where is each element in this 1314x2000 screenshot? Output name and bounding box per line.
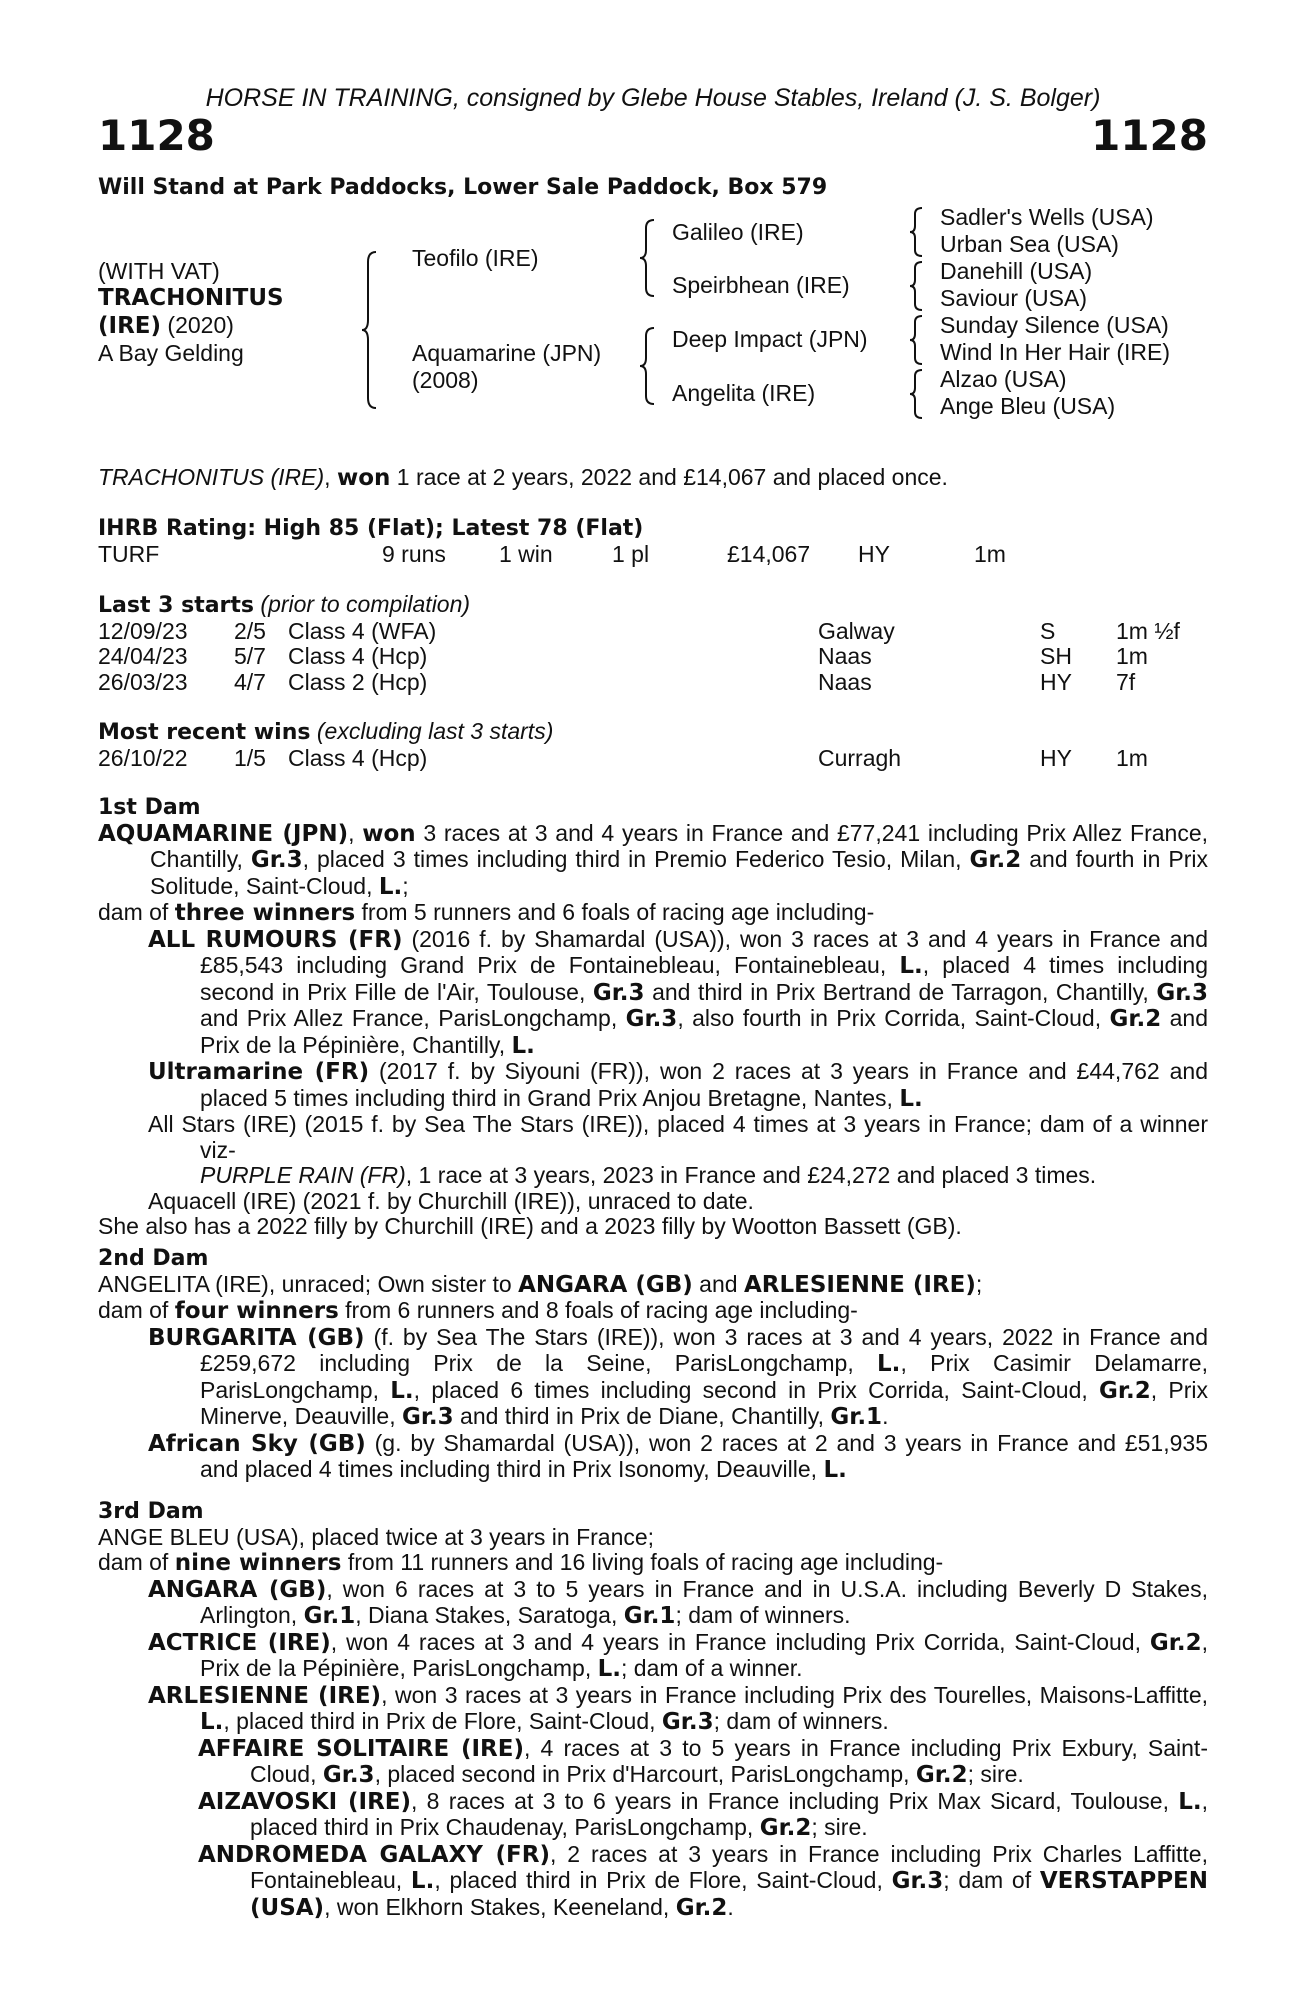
first-dam-heading: 1st Dam [98,795,201,820]
horse-country: (IRE) [98,313,162,339]
pedigree-sire: Teofilo (IRE) [412,245,539,271]
last-start-race: Class 4 (WFA) [288,617,437,644]
pedigree-gg1: Sadler's Wells (USA) [940,204,1154,230]
first-dam-foals-note: She also has a 2022 filly by Churchill (IRE) and a 2023 filly by Wootton Bassett (GB). [98,1213,962,1239]
horse-year: (2020) [161,312,234,338]
pedigree-gg6: Wind In Her Hair (IRE) [940,339,1171,365]
rating-going: HY [858,540,890,567]
third-dam-grandprogeny-2: AIZAVOSKI (IRE), 8 races at 3 to 6 years in France including Prix Max Sicard, Toulouse, L., placed third in Prix Chaudenay, ParisLongchamp, Gr.2; sire. [198,1787,1208,1841]
summary-horse-name: TRACHONITUS (IRE) [98,464,325,490]
second-dam-record: ANGELITA (IRE), unraced; Own sister to ANGARA (GB) and ARLESIENNE (IRE); [98,1270,983,1298]
last-start-race: Class 4 (Hcp) [288,643,428,669]
recent-win-pos: 1/5 [234,744,266,771]
last-starts-note: (prior to compilation) [254,591,471,617]
pedigree-brace-g4 [908,368,926,420]
vat-note: (WITH VAT) [98,258,220,284]
last-start-pos: 5/7 [234,643,266,669]
pedigree-brace-dam [638,326,658,406]
third-dam-progeny-2: ACTRICE (IRE), won 4 races at 3 and 4 years in France including Prix Corrida, Saint-Cloud, Gr.2, Prix de la Pépinière, ParisLongchamp, L.; dam of a winner. [148,1628,1208,1682]
last-start-date: 12/09/23 [98,617,188,644]
second-dam-progeny-1: BURGARITA (GB) (f. by Sea The Stars (IRE)), won 3 races at 3 and 4 years, 2022 in France and £259,672 including Prix de la Seine, ParisLongchamp, L., Prix Casimir Delamarre, ParisLongchamp, L., placed 6 times including second in Prix Corrida, Saint-Cloud, Gr.2, Prix Minerve, Deauville, Gr.3 and third in Prix de Diane, Chantilly, Gr.1. [148,1323,1208,1430]
recent-wins-note: (excluding last 3 starts) [310,718,554,744]
race-summary: TRACHONITUS (IRE), won 1 race at 2 years, 2022 and £14,067 and placed once. [98,464,948,491]
last-starts-heading: Last 3 starts [98,593,255,618]
second-dam-heading: 2nd Dam [98,1246,209,1271]
last-start-pos: 2/5 [234,617,266,644]
rating-earnings: £14,067 [727,540,811,567]
recent-wins-section [98,719,1208,771]
last-start-row [98,644,1208,670]
second-dam-produce-intro: dam of four winners from 6 runners and 8 foals of racing age including- [98,1297,858,1324]
lot-number-left: 1128 [98,111,215,160]
pedigree-brace-g2 [908,260,926,312]
summary-won: won [336,465,391,491]
pedigree-brace-sire [638,218,658,298]
last-start-row [98,619,1208,645]
recent-win-row [98,746,1208,772]
recent-win-race: Class 4 (Hcp) [288,744,428,771]
rating-surface: TURF [98,540,160,567]
first-dam-produce-intro: dam of three winners from 5 runners and 6 foals of racing age including- [98,899,875,926]
consignment-line: HORSE IN TRAINING, consigned by Glebe House Stables, Ireland (J. S. Bolger) [205,84,1101,112]
last-start-dist: 7f [1116,668,1136,695]
pedigree-sire-dam: Speirbhean (IRE) [672,272,850,298]
last-start-race: Class 2 (Hcp) [288,668,428,695]
third-dam-progeny-3: ARLESIENNE (IRE), won 3 races at 3 years in France including Prix des Tourelles, Maisons-Laffitte, L., placed third in Prix de Flore, Saint-Cloud, Gr.3; dam of winners. [148,1681,1209,1735]
last-start-going: S [1040,617,1056,644]
pedigree-gg7: Alzao (USA) [940,366,1067,392]
horse-origin-year [98,312,284,340]
third-dam-record: ANGE BLEU (USA), placed twice at 3 years in France; [98,1523,655,1550]
first-dam-progeny-4: Aquacell (IRE) (2021 f. by Churchill (IRE)), unraced to date. [148,1187,754,1214]
rating-heading: IHRB Rating: High 85 (Flat); Latest 78 (Flat) [98,516,644,541]
rating-row [98,542,1208,568]
first-dam-section [98,795,1208,1240]
pedigree-sire-sire: Galileo (IRE) [672,219,804,245]
last-starts-section [98,592,1208,695]
last-start-course: Naas [818,643,872,669]
pedigree-gg5: Sunday Silence (USA) [940,312,1169,338]
pedigree-dam-year: (2008) [412,367,479,393]
pedigree-gg3: Danehill (USA) [940,258,1093,284]
first-dam-grandprogeny: PURPLE RAIN (FR), 1 race at 3 years, 2023 in France and £24,272 and placed 3 times. [200,1162,1097,1188]
lot-number-right: 1128 [1091,111,1208,160]
horse-description: A Bay Gelding [98,340,244,366]
third-dam-progeny-1: ANGARA (GB), won 6 races at 3 to 5 years in France and in U.S.A. including Beverly D Stakes, Arlington, Gr.1, Diana Stakes, Saratoga, Gr.1; dam of winners. [148,1575,1208,1629]
last-start-course: Galway [818,617,895,644]
pedigree-dam: Aquamarine (JPN) [412,340,602,366]
third-dam-grandprogeny-1: AFFAIRE SOLITAIRE (IRE), 4 races at 3 to 5 years in France including Prix Exbury, Saint-Cloud, Gr.3, placed second in Prix d'Harcourt, ParisLongchamp, Gr.2; sire. [198,1734,1208,1788]
pedigree-brace-main [360,250,380,410]
last-start-going: SH [1040,643,1072,669]
second-dam-progeny-2: African Sky (GB) (g. by Shamardal (USA)), won 2 races at 2 and 3 years in France and £51,935 and placed 4 times including third in Prix Isonomy, Deauville, L. [148,1429,1208,1483]
last-start-pos: 4/7 [234,668,266,695]
rating-placed: 1 pl [612,540,650,567]
recent-wins-heading: Most recent wins [98,720,311,745]
catalogue-page [98,0,1208,2000]
third-dam-grandprogeny-3: ANDROMEDA GALAXY (FR), 2 races at 3 years in France including Prix Charles Laffitte, Fontainebleau, L., placed third in Prix de Flore, Saint-Cloud, Gr.3; dam of VERSTAPPEN (USA), won Elkhorn Stakes, Keeneland, Gr.2. [198,1840,1209,1921]
pedigree-gg4: Saviour (USA) [940,285,1087,311]
first-dam-record: AQUAMARINE (JPN), won 3 races at 3 and 4 years in France and £77,241 including Prix Allez France, Chantilly, Gr.3, placed 3 times including third in Premio Federico Tesio, Milan, Gr.2 and fourth in Prix Solitude, Saint-Cloud, L.; [98,819,1209,900]
pedigree-dam-dam: Angelita (IRE) [672,380,816,406]
first-dam-progeny-1: ALL RUMOURS (FR) (2016 f. by Shamardal (USA)), won 3 races at 3 and 4 years in France and £85,543 including Grand Prix de Fontainebleau, Fontainebleau, L., placed 4 times including second in Prix Fille de l'Air, Toulouse, Gr.3 and third in Prix Bertrand de Tarragon, Chantilly, Gr.3 and Prix Allez France, ParisLongchamp, Gr.3, also fourth in Prix Corrida, Saint-Cloud, Gr.2 and Prix de la Pépinière, Chantilly, L. [148,925,1208,1059]
last-starts-table [98,619,1208,696]
pedigree-brace-g1 [908,206,926,258]
pedigree-gg2: Urban Sea (USA) [940,231,1119,257]
recent-win-date: 26/10/22 [98,744,188,771]
recent-wins-heading-line [98,719,1208,746]
recent-win-dist: 1m [1116,744,1148,771]
last-starts-heading-line [98,592,1208,619]
pedigree-brace-g3 [908,314,926,366]
second-dam-section [98,1246,1208,1484]
pedigree-gg8: Ange Bleu (USA) [940,393,1116,419]
last-start-dist: 1m [1116,643,1148,669]
last-start-date: 24/04/23 [98,643,188,669]
horse-identity [98,258,284,367]
recent-win-course: Curragh [818,744,902,771]
rating-wins: 1 win [499,540,553,567]
third-dam-produce-intro: dam of nine winners from 11 runners and 16 living foals of racing age including- [98,1549,944,1576]
rating-runs: 9 runs [382,540,446,567]
recent-wins-table [98,746,1208,772]
third-dam-section [98,1499,1208,1921]
last-start-going: HY [1040,668,1072,695]
pedigree-dam-sire: Deep Impact (JPN) [672,326,868,352]
first-dam-progeny-2: Ultramarine (FR) (2017 f. by Siyouni (FR)), won 2 races at 3 years in France and £44,762 and placed 5 times including third in Grand Prix Anjou Bretagne, Nantes, L. [148,1058,1208,1112]
rating-distance: 1m [974,540,1006,567]
first-dam-progeny-3: All Stars (IRE) (2015 f. by Sea The Stars (IRE)), placed 4 times at 3 years in France; dam of a winner viz- [148,1111,1208,1163]
horse-name: TRACHONITUS [98,285,284,311]
third-dam-heading: 3rd Dam [98,1499,204,1524]
last-start-date: 26/03/23 [98,668,188,695]
summary-text: 1 race at 2 years, 2022 and £14,067 and placed once. [390,464,948,490]
last-start-dist: 1m ½f [1116,617,1180,644]
last-start-course: Naas [818,668,872,695]
recent-win-going: HY [1040,744,1072,771]
last-start-row [98,670,1208,696]
location-line: Will Stand at Park Paddocks, Lower Sale Paddock, Box 579 [98,175,828,200]
rating-section [98,516,1208,567]
